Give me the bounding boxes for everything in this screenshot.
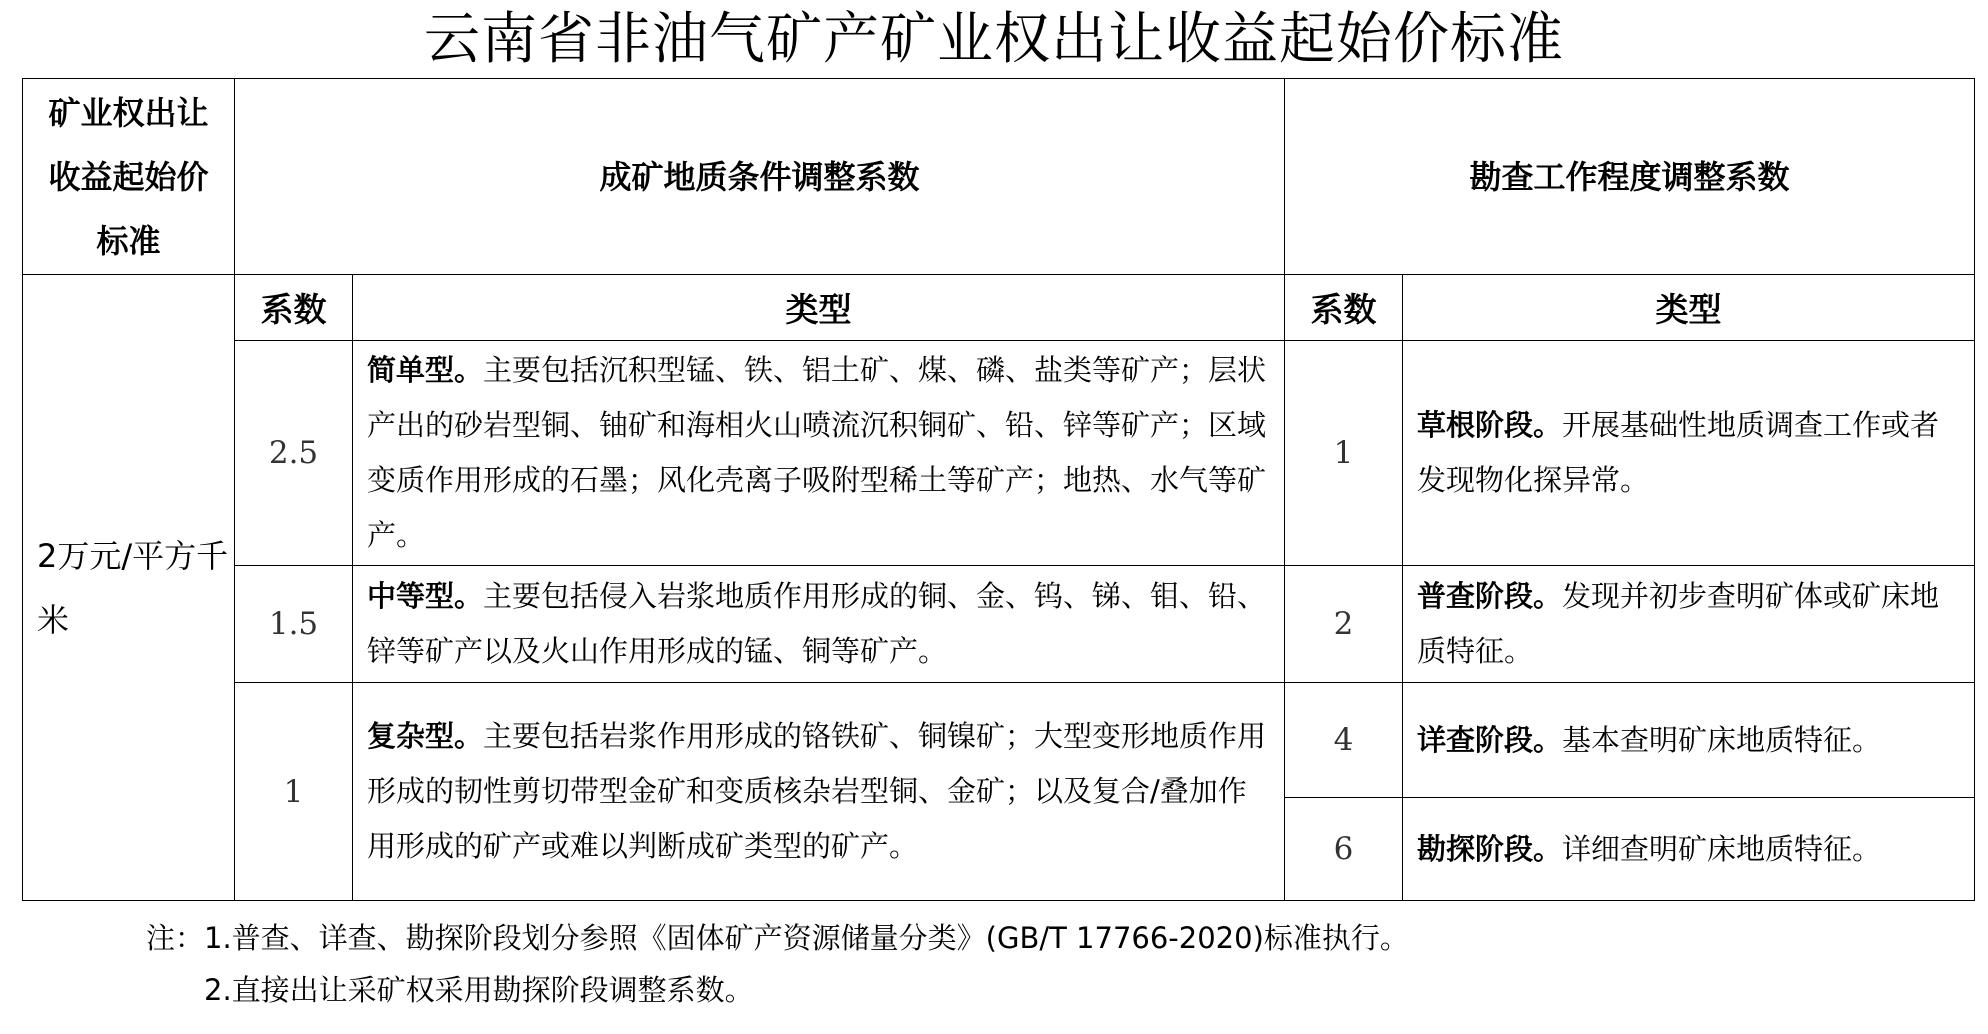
- geology-type-name: 简单型。: [367, 353, 484, 387]
- exploration-type-subheader: 类型: [1403, 275, 1975, 341]
- exploration-type-name: 草根阶段。: [1417, 408, 1563, 442]
- table-row: [23, 341, 1975, 566]
- exploration-type-desc: 详细查明矿床地质特征。: [1562, 831, 1882, 866]
- geology-type-desc: 主要包括岩浆作用形成的铬铁矿、铜镍矿；大型变形地质作用形成的韧性剪切带型金矿和变质核杂岩型铜、金矿；以及复合/叠加作用形成的矿产或难以判断成矿类型的矿产。: [367, 719, 1267, 863]
- exploration-type-name: 普查阶段。: [1417, 579, 1563, 613]
- price-standard-table: [22, 78, 1975, 901]
- exploration-coef-cell: 4: [1285, 683, 1403, 798]
- exploration-type-cell: [1403, 341, 1975, 566]
- exploration-type-cell: [1403, 798, 1975, 901]
- footnotes: [146, 912, 1409, 1016]
- exploration-type-name: 详查阶段。: [1417, 722, 1563, 757]
- footnote-1: 注：1.普查、详查、勘探阶段划分参照《固体矿产资源储量分类》(GB/T 17766-2020)标准执行。: [146, 921, 1409, 955]
- exploration-coef-subheader: 系数: [1285, 275, 1403, 341]
- geology-type-name: 复杂型。: [367, 719, 484, 753]
- exploration-type-desc: 开展基础性地质调查工作或者发现物化探异常。: [1417, 408, 1940, 497]
- geology-type-desc: 主要包括侵入岩浆地质作用形成的铜、金、钨、锑、钼、铅、锌等矿产以及火山作用形成的锰、铜等矿产。: [367, 579, 1267, 668]
- exploration-coef-cell: 6: [1285, 798, 1403, 901]
- geology-type-cell: [353, 683, 1285, 901]
- exploration-type-desc: 基本查明矿床地质特征。: [1562, 722, 1882, 757]
- geology-type-subheader: 类型: [353, 275, 1285, 341]
- base-price-header: 矿业权出让收益起始价标准: [23, 79, 235, 275]
- exploration-coef-cell: 2: [1285, 566, 1403, 683]
- page-title: 云南省非油气矿产矿业权出让收益起始价标准: [424, 7, 1564, 72]
- geology-coef-cell: 1.5: [235, 566, 353, 683]
- table-header-row: [23, 79, 1975, 275]
- geology-coefficient-header: 成矿地质条件调整系数: [235, 79, 1285, 275]
- exploration-type-cell: [1403, 683, 1975, 798]
- exploration-coef-cell: 1: [1285, 341, 1403, 566]
- base-price-value: 2万元/平方千米: [23, 275, 235, 901]
- table-row: [23, 566, 1975, 683]
- geology-coef-cell: 1: [235, 683, 353, 901]
- geology-coef-cell: 2.5: [235, 341, 353, 566]
- geology-type-desc: 主要包括沉积型锰、铁、铝土矿、煤、磷、盐类等矿产；层状产出的砂岩型铜、铀矿和海相火山喷流沉积铜矿、铅、锌等矿产；区域变质作用形成的石墨；风化壳离子吸附型稀土等矿产；地热、水气等矿产。: [367, 353, 1267, 552]
- exploration-coefficient-header: 勘查工作程度调整系数: [1285, 79, 1975, 275]
- exploration-type-desc: 发现并初步查明矿体或矿床地质特征。: [1417, 579, 1940, 668]
- exploration-type-name: 勘探阶段。: [1417, 831, 1563, 866]
- exploration-type-cell: [1403, 566, 1975, 683]
- geology-type-cell: [353, 341, 1285, 566]
- geology-coef-subheader: 系数: [235, 275, 353, 341]
- geology-type-name: 中等型。: [367, 579, 484, 613]
- table-subheader-row: [23, 275, 1975, 341]
- footnote-2: 2.直接出让采矿权采用勘探阶段调整系数。: [204, 973, 754, 1007]
- table-row: [23, 683, 1975, 798]
- geology-type-cell: [353, 566, 1285, 683]
